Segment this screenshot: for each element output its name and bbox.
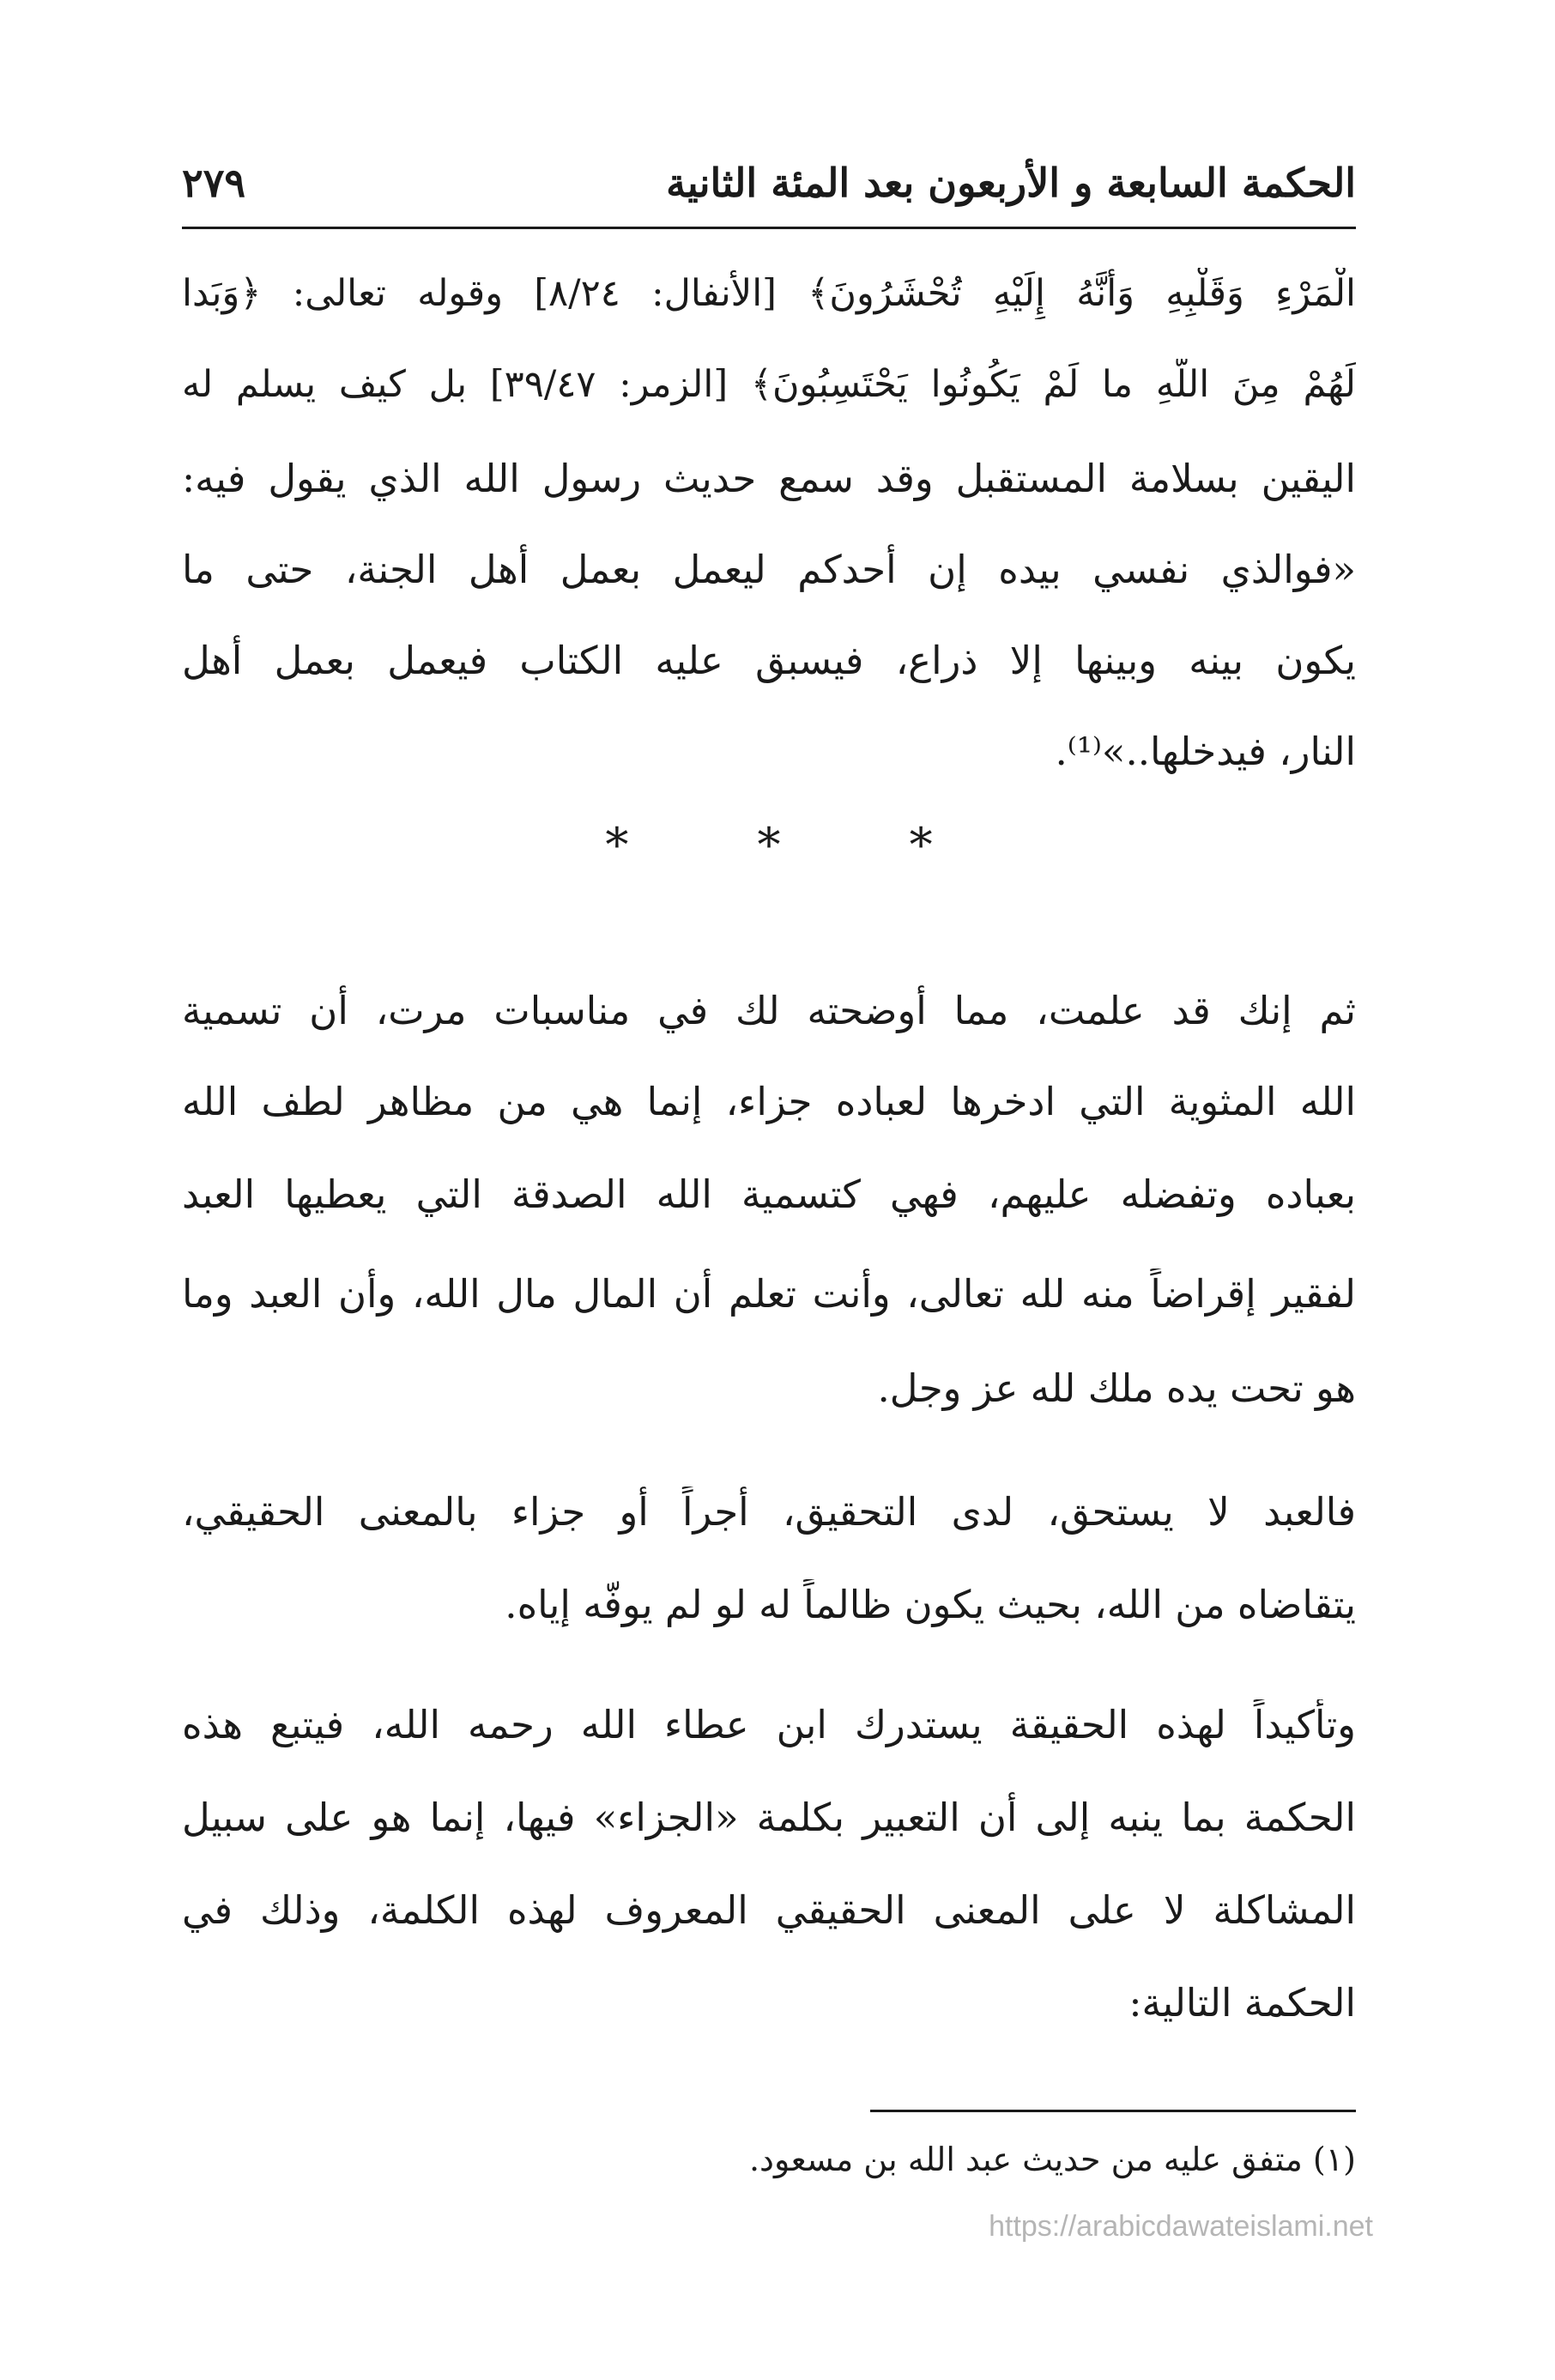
chapter-title: الحكمة السابعة و الأربعون بعد المئة الثانية (666, 160, 1356, 206)
asterisk: * (757, 818, 781, 872)
asterisk: * (605, 818, 629, 872)
text-line: يكون بينه وبينها إلا ذراع، فيسبق عليه الكتاب فيعمل بعمل أهل (182, 638, 1356, 683)
text-line: لفقير إقراضاً منه لله تعالى، وأنت تعلم أن المال مال الله، وأن العبد وما (182, 1271, 1356, 1317)
text-line: اليقين بسلامة المستقبل وقد سمع حديث رسول الله الذي يقول فيه: (182, 456, 1356, 501)
section-separator (182, 815, 1356, 875)
page-number: ٢٧٩ (182, 160, 246, 206)
text-line: الحكمة التالية: (1128, 1980, 1356, 2026)
text-line: الله المثوية التي ادخرها لعباده جزاء، إنما هي من مظاهر لطف الله (182, 1079, 1356, 1124)
text-line: فالعبد لا يستحق، لدى التحقيق، أجراً أو جزاء بالمعنى الحقيقي، (182, 1489, 1356, 1535)
text-line: لَهُمْ مِنَ اللَّهِ ما لَمْ يَكُونُوا يَحْتَسِبُونَ﴾ [الزمر: ٣٩/٤٧] بل كيف يسلم له (182, 363, 1356, 406)
asterisk: * (909, 818, 933, 872)
footnote: (١) متفق عليه من حديث عبد الله بن مسعود. (748, 2141, 1356, 2178)
text-line: «فوالذي نفسي بيده إن أحدكم ليعمل بعمل أهل الجنة، حتى ما (182, 547, 1356, 592)
watermark-url: https://arabicdawateislami.net (989, 2210, 1373, 2243)
text-line: الْمَرْءِ وَقَلْبِهِ وَأَنَّهُ إِلَيْهِ تُحْشَرُونَ﴾ [الأنفال: ٨/٢٤] وقوله تعالى: ﴿وَبَدا (182, 272, 1356, 315)
footnote-divider (870, 2110, 1356, 2112)
text-line: النار، فيدخلها..»⁽¹⁾. (1055, 729, 1356, 774)
text-line: بعباده وتفضله عليهم، فهي كتسمية الله الصدقة التي يعطيها العبد (182, 1172, 1356, 1217)
text-line: الحكمة بما ينبه إلى أن التعبير بكلمة «الجزاء» فيها، إنما هو على سبيل (182, 1795, 1356, 1840)
text-line: هو تحت يده ملك لله عز وجل. (877, 1366, 1356, 1411)
text-line: ثم إنك قد علمت، مما أوضحته لك في مناسبات مرت، أن تسمية (182, 988, 1356, 1033)
text-line: يتقاضاه من الله، بحيث يكون ظالماً له لو لم يوفّه إياه. (505, 1582, 1356, 1627)
header-divider (182, 227, 1356, 229)
text-line: وتأكيداً لهذه الحقيقة يستدرك ابن عطاء الله رحمه الله، فيتبع هذه (182, 1702, 1356, 1747)
running-header (182, 154, 1356, 223)
text-line: المشاكلة لا على المعنى الحقيقي المعروف لهذه الكلمة، وذلك في (182, 1887, 1356, 1933)
